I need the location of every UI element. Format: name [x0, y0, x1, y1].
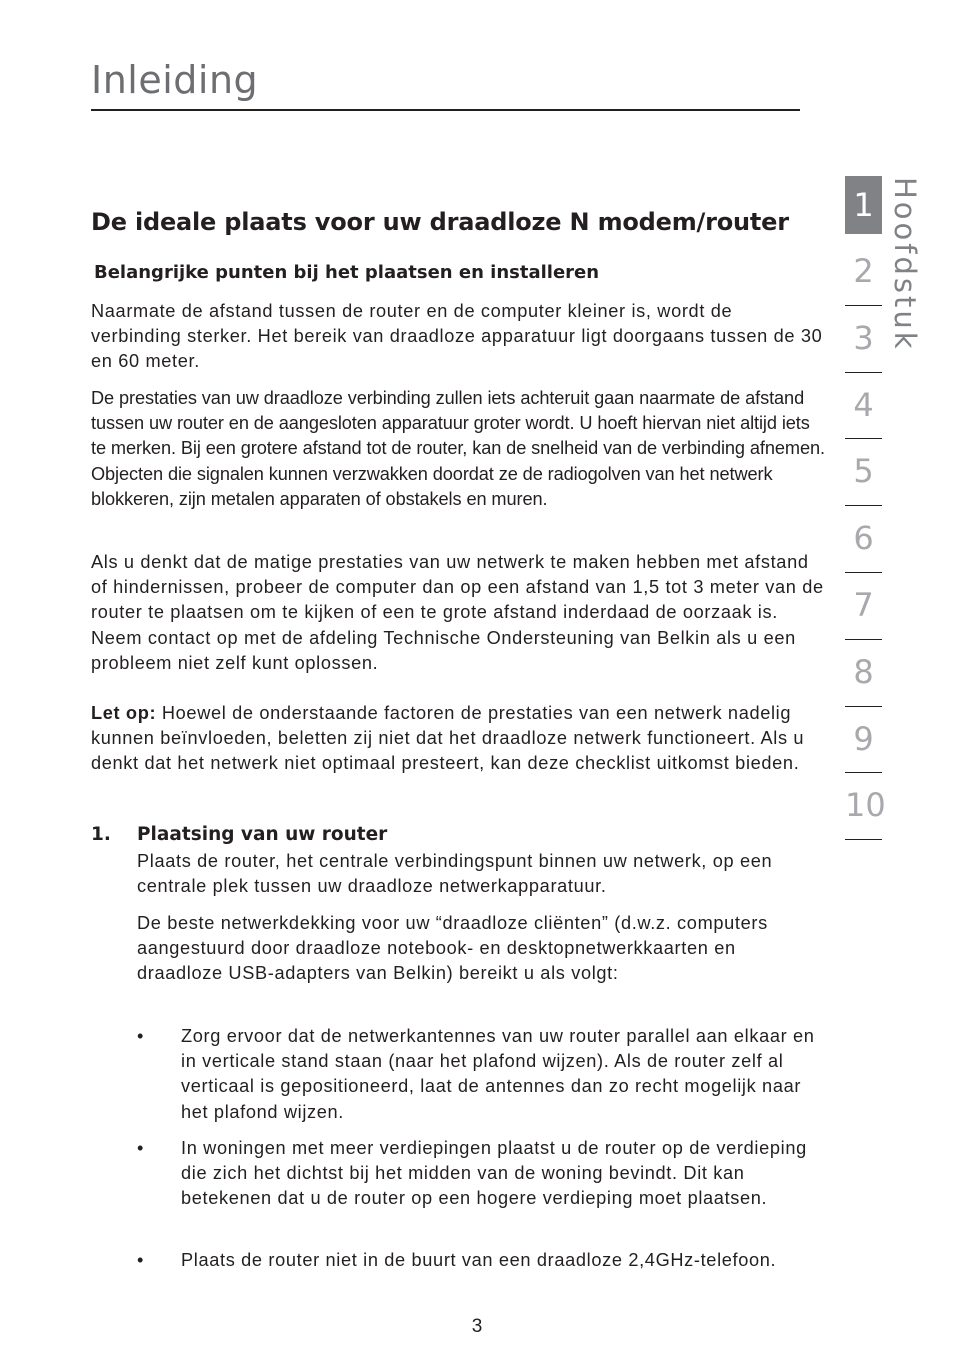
- section-title: De ideale plaats voor uw draadloze N modem/router: [91, 208, 789, 236]
- chapter-divider: [845, 839, 882, 840]
- bullet-item: Plaats de router niet in de buurt van een draadloze 2,4GHz-telefoon.: [181, 1250, 777, 1270]
- chapter-tab-6[interactable]: 6: [853, 519, 874, 557]
- chapter-tab-1[interactable]: 1: [845, 176, 882, 234]
- page-header-title: Inleiding: [91, 58, 259, 102]
- chapter-divider: [845, 305, 882, 306]
- chapter-tab-9[interactable]: 9: [853, 720, 874, 758]
- list-item-title: Plaatsing van uw router: [137, 824, 388, 845]
- chapter-tab-4[interactable]: 4: [853, 386, 874, 424]
- chapter-tab-2[interactable]: 2: [853, 252, 874, 290]
- chapter-tab-7[interactable]: 7: [853, 586, 874, 624]
- chapter-tab-3[interactable]: 3: [853, 319, 874, 357]
- chapter-divider: [845, 639, 882, 640]
- chapter-tab-10[interactable]: 10: [845, 786, 886, 824]
- bullet-marker: •: [137, 1250, 144, 1270]
- list-item-paragraph: De beste netwerkdekking voor uw “draadloze cliënten” (d.w.z. computers aangestuurd door draadloze notebook- en desktopnetwerkkaarten en draadloze USB-adapters van Belkin) bereikt u als volgt:: [137, 913, 768, 984]
- paragraph-distance: Naarmate de afstand tussen de router en de computer kleiner is, wordt de verbinding sterker. Het bereik van draadloze apparatuur ligt doorgaans tussen de 30 en 60 meter.: [91, 301, 823, 372]
- chapter-divider: [845, 438, 882, 439]
- list-item-paragraph: Plaats de router, het centrale verbindingspunt binnen uw netwerk, op een centrale plek tussen uw draadloze netwerkapparatuur.: [137, 851, 773, 897]
- chapter-side-label-text: Hoofdstuk: [888, 177, 922, 352]
- subsection-title: Belangrijke punten bij het plaatsen en installeren: [94, 262, 600, 283]
- chapter-divider: [845, 772, 882, 773]
- chapter-divider: [845, 706, 882, 707]
- note-text: Hoewel de onderstaande factoren de prestaties van een netwerk nadelig kunnen beïnvloeden, beletten zij niet dat het draadloze netwerk functioneert. Als u denkt dat het netwerk niet optimaal presteert, kan deze checklist uitkomst bieden.: [91, 703, 805, 774]
- chapter-divider: [845, 572, 882, 573]
- paragraph-troubleshoot: Als u denkt dat de matige prestaties van uw netwerk te maken hebben met afstand of hindernissen, probeer de computer dan op een afstand van 1,5 tot 3 meter van de router te plaatsen om te kijken of een te grote afstand inderdaad de oorzaak is. Neem contact op met de afdeling Technische Ondersteuning van Belkin als u een probleem niet zelf kunt oplossen.: [91, 552, 824, 673]
- bullet-marker: •: [137, 1138, 144, 1158]
- bullet-item: Zorg ervoor dat de netwerkantennes van uw router parallel aan elkaar en in verticale stand staan (naar het plafond wijzen). Als de router zelf al verticaal is gepositioneerd, laat de antennes dan zo recht mogelijk naar het plafond wijzen.: [181, 1026, 815, 1122]
- note-label: Let op:: [91, 703, 157, 723]
- chapter-tab-5[interactable]: 5: [853, 452, 874, 490]
- bullet-marker: •: [137, 1026, 144, 1046]
- list-item-number: 1.: [91, 824, 111, 845]
- chapter-divider: [845, 505, 882, 506]
- bullet-item: In woningen met meer verdiepingen plaatst u de router op de verdieping die zich het dichtst bij het midden van de woning bevindt. Dit kan betekenen dat u de router op een hogere verdieping moet plaatsen.: [181, 1138, 807, 1209]
- paragraph-note: [91, 701, 826, 777]
- chapter-tab-8[interactable]: 8: [853, 653, 874, 691]
- chapter-side-label: [888, 177, 930, 352]
- page-number: 3: [471, 1316, 483, 1337]
- chapter-divider: [845, 372, 882, 373]
- header-divider: [91, 109, 800, 111]
- paragraph-performance: De prestaties van uw draadloze verbinding zullen iets achteruit gaan naarmate de afstand tussen uw router en de aangesloten apparatuur groter wordt. U hoeft hiervan niet altijd iets te merken. Bij een grotere afstand tot de router, kan de snelheid van de verbinding afnemen. Objecten die signalen kunnen verzwakken doordat ze de radiogolven van het netwerk blokkeren, zijn metalen apparaten of obstakels en muren.: [91, 388, 825, 509]
